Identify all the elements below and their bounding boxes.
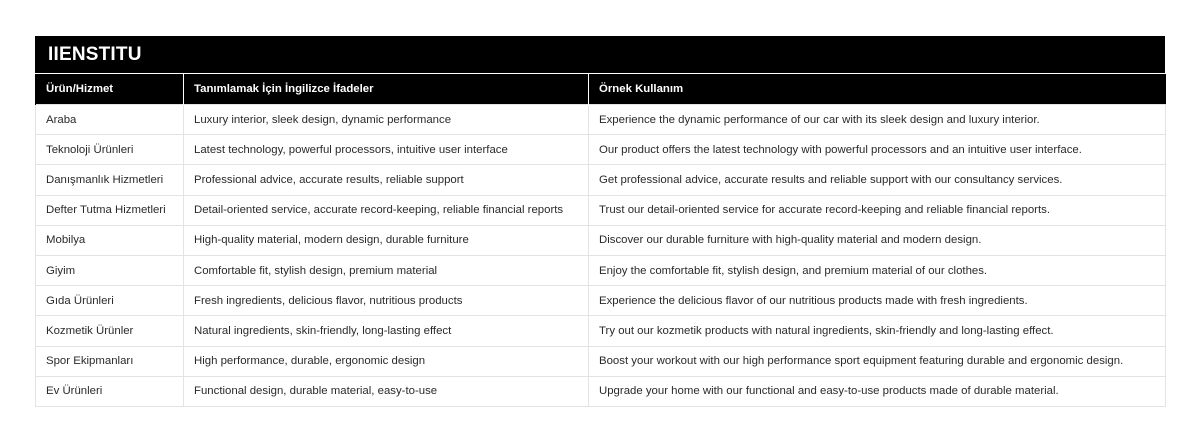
cell-example: Trust our detail-oriented service for accurate record-keeping and reliable financial reports. bbox=[589, 195, 1166, 225]
cell-phrases: Detail-oriented service, accurate record-keeping, reliable financial reports bbox=[184, 195, 589, 225]
cell-product: Teknoloji Ürünleri bbox=[36, 135, 184, 165]
table-row bbox=[36, 165, 1166, 195]
cell-example: Experience the delicious flavor of our nutritious products made with fresh ingredients. bbox=[589, 286, 1166, 316]
table-row bbox=[36, 135, 1166, 165]
table-row bbox=[36, 255, 1166, 285]
cell-product: Danışmanlık Hizmetleri bbox=[36, 165, 184, 195]
cell-phrases: Professional advice, accurate results, reliable support bbox=[184, 165, 589, 195]
cell-product: Giyim bbox=[36, 255, 184, 285]
cell-phrases: Fresh ingredients, delicious flavor, nutritious products bbox=[184, 286, 589, 316]
brand-name: IIENSTITU bbox=[48, 43, 142, 65]
brand-header bbox=[35, 36, 1165, 73]
cell-product: Gıda Ürünleri bbox=[36, 286, 184, 316]
cell-product: Araba bbox=[36, 105, 184, 135]
cell-phrases: High performance, durable, ergonomic design bbox=[184, 346, 589, 376]
cell-phrases: Comfortable fit, stylish design, premium material bbox=[184, 255, 589, 285]
cell-product: Ev Ürünleri bbox=[36, 376, 184, 406]
table-row bbox=[36, 105, 1166, 135]
cell-phrases: High-quality material, modern design, durable furniture bbox=[184, 225, 589, 255]
cell-example: Discover our durable furniture with high-quality material and modern design. bbox=[589, 225, 1166, 255]
column-header-example: Örnek Kullanım bbox=[589, 74, 1166, 105]
cell-phrases: Functional design, durable material, easy-to-use bbox=[184, 376, 589, 406]
table-row bbox=[36, 316, 1166, 346]
cell-example: Upgrade your home with our functional and easy-to-use products made of durable material. bbox=[589, 376, 1166, 406]
content-table-wrapper bbox=[35, 36, 1165, 407]
cell-example: Experience the dynamic performance of our car with its sleek design and luxury interior. bbox=[589, 105, 1166, 135]
cell-example: Get professional advice, accurate results and reliable support with our consultancy services. bbox=[589, 165, 1166, 195]
cell-product: Kozmetik Ürünler bbox=[36, 316, 184, 346]
table-row bbox=[36, 225, 1166, 255]
cell-example: Enjoy the comfortable fit, stylish design, and premium material of our clothes. bbox=[589, 255, 1166, 285]
table-row bbox=[36, 195, 1166, 225]
cell-example: Our product offers the latest technology with powerful processors and an intuitive user interface. bbox=[589, 135, 1166, 165]
table-header-row bbox=[36, 74, 1166, 105]
cell-example: Boost your workout with our high performance sport equipment featuring durable and ergonomic design. bbox=[589, 346, 1166, 376]
table-row bbox=[36, 286, 1166, 316]
column-header-product: Ürün/Hizmet bbox=[36, 74, 184, 105]
cell-phrases: Luxury interior, sleek design, dynamic performance bbox=[184, 105, 589, 135]
cell-product: Defter Tutma Hizmetleri bbox=[36, 195, 184, 225]
column-header-phrases: Tanımlamak İçin İngilizce İfadeler bbox=[184, 74, 589, 105]
product-phrases-table bbox=[35, 73, 1166, 407]
cell-product: Spor Ekipmanları bbox=[36, 346, 184, 376]
cell-phrases: Latest technology, powerful processors, intuitive user interface bbox=[184, 135, 589, 165]
cell-phrases: Natural ingredients, skin-friendly, long-lasting effect bbox=[184, 316, 589, 346]
table-row bbox=[36, 376, 1166, 406]
cell-example: Try out our kozmetik products with natural ingredients, skin-friendly and long-lasting effect. bbox=[589, 316, 1166, 346]
cell-product: Mobilya bbox=[36, 225, 184, 255]
table-row bbox=[36, 346, 1166, 376]
